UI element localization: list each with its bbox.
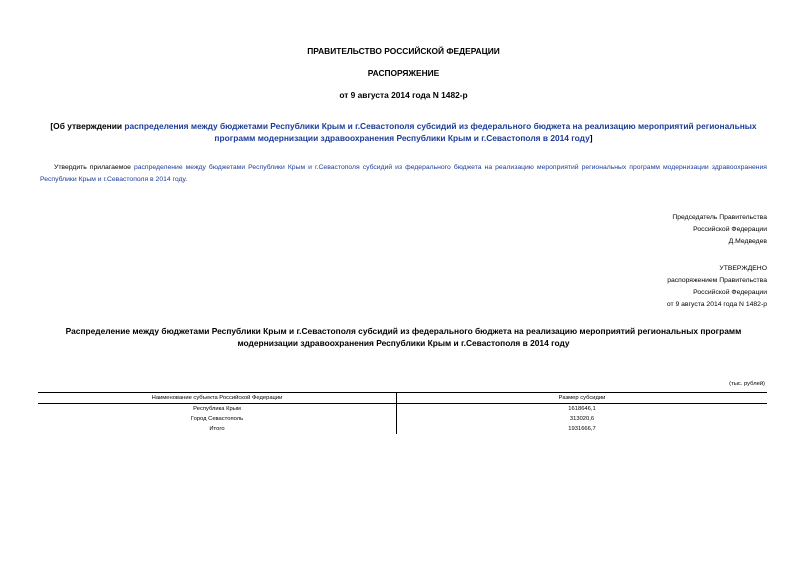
appendix-title: Распределение между бюджетами Республики Крым и г.Севастополя субсидий из федерального бюджета на реализацию мероприятий региональных программ модернизации здравоохранения Республики Крым и г.Севастополя в 2014 году [65,326,742,348]
subsidy-value: 313020,6 [569,416,595,422]
signature-country: Российской Федерации [693,226,767,233]
approval-line-3: Российской Федерации [693,289,767,296]
body-prefix: Утвердить прилагаемое [54,164,134,171]
total-label: Итого [38,424,397,434]
region-name: Республика Крым [38,404,397,415]
title-prefix: [Об утверждении [50,121,125,131]
signature-position: Председатель Правительства [672,214,767,221]
document-type: РАСПОРЯЖЕНИЕ [367,68,440,78]
table-header-row [38,393,767,404]
signature-name: Д.Медведев [728,238,767,245]
table-row [38,404,767,415]
body-suffix: . [185,175,188,183]
body-paragraph [40,162,767,185]
document-date-number: от 9 августа 2014 года N 1482-р [339,90,468,100]
title-link[interactable]: распределения между бюджетами Республики Крым и г.Севастополя субсидий из федерального бюджета на реализацию мероприятий региональных программ модернизации здравоохранения Республики Крым и г.Севастополя в 2014 году [124,121,757,143]
approval-date: от 9 августа 2014 года N 1482-р [666,301,767,308]
title-suffix: ] [589,132,593,143]
units-label: (тыс. рублей) [729,381,765,387]
table-row [38,414,767,424]
approval-line-2: распоряжением Правительства [667,277,767,284]
approval-heading: УТВЕРЖДЕНО [719,265,767,272]
subsidy-table [38,392,767,434]
header-subsidy: Размер субсидии [397,393,768,404]
government-name: ПРАВИТЕЛЬСТВО РОССИЙСКОЙ ФЕДЕРАЦИИ [307,46,500,56]
document-title [40,121,767,144]
region-name: Город Севастополь [38,414,397,424]
signature-block [467,212,767,248]
header-region: Наименование субъекта Российской Федерации [38,393,397,404]
total-value: 1931666,7 [568,426,596,432]
subsidy-value: 1618646,1 [568,406,596,412]
approval-stamp [467,263,767,311]
table-row-total [38,424,767,434]
body-link[interactable]: распределение между бюджетами Республики Крым и г.Севастополя субсидий из федерального бюджета на реализацию мероприятий региональных программ модернизации здравоохранения Республики Крым и г.Севастополя в 2014 году [40,164,767,183]
